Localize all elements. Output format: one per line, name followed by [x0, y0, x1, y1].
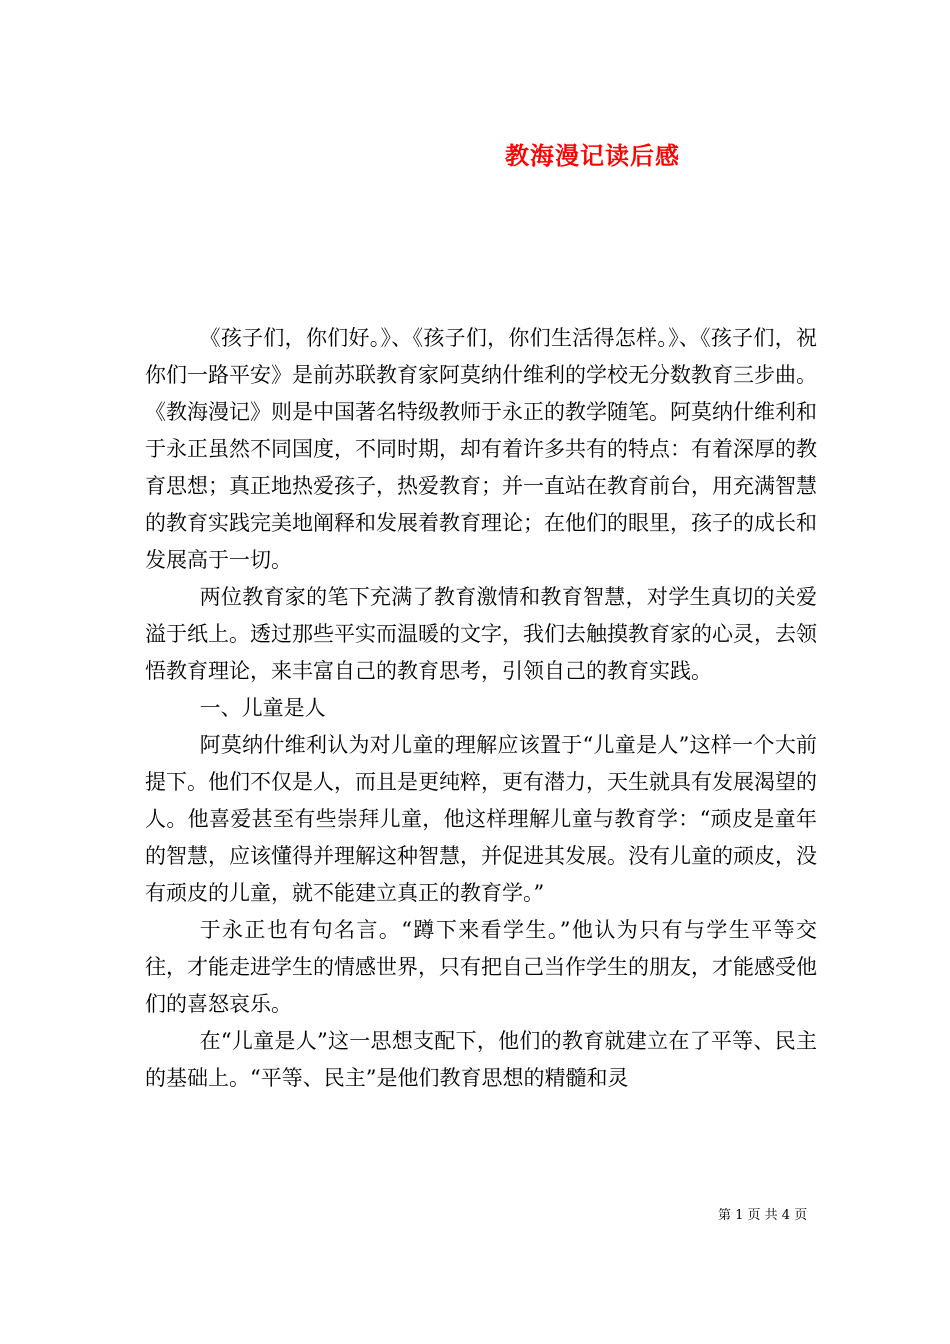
paragraph: 阿莫纳什维利认为对儿童的理解应该置于“儿童是人”这样一个大前提下。他们不仅是人，而且是更纯粹，更有潜力，天生就具有发展渴望的人。他喜爱甚至有些崇拜儿童，他这样理解儿童与教育学：“顽皮是童年的智慧，应该懂得并理解这种智慧，并促进其发展。没有儿童的顽皮，没有顽皮的儿童，就不能建立真正的教育学。”	[145, 733, 817, 905]
page-number-footer: 第 1 页 共 4 页	[718, 1208, 808, 1223]
paragraph: 于永正也有句名言。“蹲下来看学生。”他认为只有与学生平等交往，才能走进学生的情感世界，只有把自己当作学生的朋友，才能感受他们的喜怒哀乐。	[145, 918, 817, 1016]
section-heading: 一、儿童是人	[199, 696, 326, 720]
paragraph: 两位教育家的笔下充满了教育激情和教育智慧，对学生真切的关爱溢于纸上。透过那些平实而温暖的文字，我们去触摸教育家的心灵，去领悟教育理论，来丰富自己的教育思考，引领自己的教育实践。	[145, 585, 817, 683]
paragraph: 《孩子们，你们好。》、《孩子们，你们生活得怎样。》、《孩子们，祝你们一路平安》是前苏联教育家阿莫纳什维利的学校无分数教育三步曲。《教海漫记》则是中国著名特级教师于永正的教学随笔。阿莫纳什维利和于永正虽然不同国度，不同时期，却有着许多共有的特点：有着深厚的教育思想；真正地热爱孩子，热爱教育；并一直站在教育前台，用充满智慧的教育实践完美地阐释和发展着教育理论；在他们的眼里，孩子的成长和发展高于一切。	[145, 326, 817, 572]
paragraph: 在“儿童是人”这一思想支配下，他们的教育就建立在了平等、民主的基础上。“平等、民主”是他们教育思想的精髓和灵	[145, 1029, 817, 1090]
document-title: 教海漫记读后感	[505, 141, 680, 170]
document-body	[145, 320, 817, 1097]
